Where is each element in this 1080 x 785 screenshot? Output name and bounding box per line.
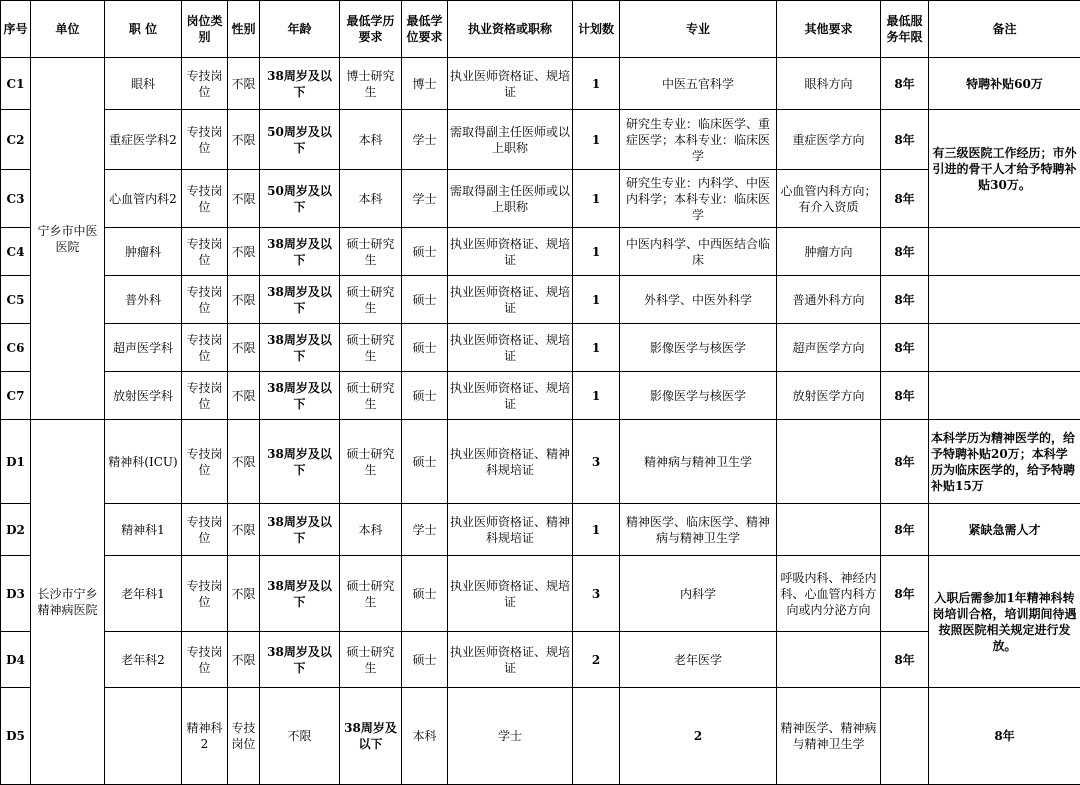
cell-major: 精神病与精神卫生学: [620, 420, 777, 504]
cell-count: 1: [573, 58, 620, 110]
cell-other: [777, 632, 881, 688]
cell-qualification: 执业医师资格证、规培证: [448, 58, 573, 110]
cell-count: 3: [573, 556, 620, 632]
cell-years: 8年: [881, 276, 929, 324]
cell-age: 38周岁及以下: [340, 688, 402, 785]
header-id: 序号: [1, 1, 31, 58]
cell-age: 38周岁及以下: [260, 556, 340, 632]
cell-age: 38周岁及以下: [260, 276, 340, 324]
table-row: [1, 420, 1080, 504]
cell-education: 硕士研究生: [340, 324, 402, 372]
cell-id: C5: [1, 276, 31, 324]
cell-remark: 本科学历为精神医学的，给予特聘补贴20万；本科学历为临床医学的，给予特聘补贴15万: [929, 420, 1080, 504]
cell-age: 50周岁及以下: [260, 170, 340, 228]
cell-age: 38周岁及以下: [260, 58, 340, 110]
cell-degree: 硕士: [402, 276, 448, 324]
cell-qualification: 需取得副主任医师或以上职称: [448, 170, 573, 228]
header-row: [1, 1, 1080, 58]
cell-other: 肿瘤方向: [777, 228, 881, 276]
cell-degree: 学士: [402, 170, 448, 228]
cell-count: 1: [573, 170, 620, 228]
cell-other: [777, 420, 881, 504]
cell-id: D3: [1, 556, 31, 632]
cell-major: 外科学、中医外科学: [620, 276, 777, 324]
cell-years: 8年: [881, 372, 929, 420]
cell-years: 8年: [881, 170, 929, 228]
cell-remark: [929, 276, 1080, 324]
header-degree: 最低学位要求: [402, 1, 448, 58]
cell-degree: 博士: [402, 58, 448, 110]
cell-qualification: 执业医师资格证、规培证: [448, 556, 573, 632]
header-age: 年龄: [260, 1, 340, 58]
header-remark: 备注: [929, 1, 1080, 58]
cell-major: 中医五官科学: [620, 58, 777, 110]
cell-other: [777, 504, 881, 556]
cell-other: 放射医学方向: [777, 372, 881, 420]
table-row: [1, 170, 1080, 228]
cell-count: 1: [573, 372, 620, 420]
cell-degree: 硕士: [402, 556, 448, 632]
cell-count: 1: [573, 276, 620, 324]
cell-education: 硕士研究生: [340, 632, 402, 688]
cell-years: 8年: [929, 688, 1080, 785]
cell-count: 1: [573, 504, 620, 556]
cell-education: 硕士研究生: [340, 372, 402, 420]
cell-type: 专技岗位: [182, 110, 228, 170]
cell-position: 放射医学科: [105, 372, 182, 420]
cell-other: 心血管内科方向；有介入资质: [777, 170, 881, 228]
cell-type: 专技岗位: [182, 324, 228, 372]
table-row: [1, 110, 1080, 170]
cell-count: 2: [573, 632, 620, 688]
header-gender: 性别: [228, 1, 260, 58]
cell-gender: 不限: [228, 228, 260, 276]
table-row: [1, 372, 1080, 420]
cell-position: 超声医学科: [105, 324, 182, 372]
cell-other: 眼科方向: [777, 58, 881, 110]
cell-age: 38周岁及以下: [260, 420, 340, 504]
cell-age: 38周岁及以下: [260, 228, 340, 276]
cell-degree: 学士: [402, 110, 448, 170]
cell-years: 8年: [881, 58, 929, 110]
cell-other: 普通外科方向: [777, 276, 881, 324]
cell-major: 研究生专业：内科学、中医内科学；本科专业：临床医学: [620, 170, 777, 228]
cell-count: 1: [573, 324, 620, 372]
table-row: [1, 276, 1080, 324]
cell-position: 精神科(ICU): [105, 420, 182, 504]
cell-gender: 不限: [228, 556, 260, 632]
cell-education: 硕士研究生: [340, 276, 402, 324]
cell-unit: 宁乡市中医医院: [31, 58, 105, 420]
cell-remark: 有三级医院工作经历；市外引进的骨干人才给予特聘补贴30万。: [929, 110, 1080, 228]
cell-gender: 不限: [228, 504, 260, 556]
header-major: 专业: [620, 1, 777, 58]
header-qualification: 执业资格或职称: [448, 1, 573, 58]
cell-qualification: 执业医师资格证、规培证: [448, 632, 573, 688]
cell-education: 硕士研究生: [340, 556, 402, 632]
cell-major: 精神医学、临床医学、精神病与精神卫生学: [620, 504, 777, 556]
cell-remark: 入职后需参加1年精神科转岗培训合格，培训期间待遇按照医院相关规定进行发放。: [929, 556, 1080, 688]
cell-position: 老年科2: [105, 632, 182, 688]
cell-remark: [929, 228, 1080, 276]
cell-education: 本科: [340, 110, 402, 170]
cell-id: D1: [1, 420, 31, 504]
cell-qualification: 执业医师资格证、规培证: [448, 276, 573, 324]
cell-id: C4: [1, 228, 31, 276]
cell-major: 内科学: [620, 556, 777, 632]
cell-degree: 学士: [448, 688, 573, 785]
cell-age: 50周岁及以下: [260, 110, 340, 170]
cell-years: 8年: [881, 420, 929, 504]
cell-type: 专技岗位: [182, 504, 228, 556]
cell-remark: 特聘补贴60万: [929, 58, 1080, 110]
cell-count: 2: [620, 688, 777, 785]
cell-years: 8年: [881, 556, 929, 632]
cell-position: 老年科1: [105, 556, 182, 632]
cell-gender: 不限: [228, 632, 260, 688]
cell-education: 本科: [402, 688, 448, 785]
cell-degree: 硕士: [402, 372, 448, 420]
cell-id: C1: [1, 58, 31, 110]
cell-remark: [929, 372, 1080, 420]
cell-id: D2: [1, 504, 31, 556]
cell-count: 1: [573, 110, 620, 170]
cell-age: 38周岁及以下: [260, 324, 340, 372]
cell-qualification: 需取得副主任医师或以上职称: [448, 110, 573, 170]
cell-position: 肿瘤科: [105, 228, 182, 276]
cell-degree: 学士: [402, 504, 448, 556]
cell-gender: 不限: [260, 688, 340, 785]
cell-id: D4: [1, 632, 31, 688]
cell-gender: 不限: [228, 420, 260, 504]
table-row: [1, 556, 1080, 632]
cell-remark: [929, 324, 1080, 372]
cell-qualification: [573, 688, 620, 785]
cell-position: 眼科: [105, 58, 182, 110]
cell-qualification: 执业医师资格证、规培证: [448, 324, 573, 372]
cell-education: 博士研究生: [340, 58, 402, 110]
table-row: [1, 504, 1080, 556]
header-position: 职 位: [105, 1, 182, 58]
table-row: [1, 688, 1080, 785]
cell-type: 专技岗位: [182, 228, 228, 276]
cell-type: 专技岗位: [182, 372, 228, 420]
cell-degree: 硕士: [402, 324, 448, 372]
cell-years: 8年: [881, 632, 929, 688]
cell-years: 8年: [881, 228, 929, 276]
cell-education: 本科: [340, 170, 402, 228]
cell-other: 重症医学方向: [777, 110, 881, 170]
cell-age: 38周岁及以下: [260, 504, 340, 556]
cell-gender: 不限: [228, 170, 260, 228]
cell-position: 重症医学科2: [105, 110, 182, 170]
cell-major: 中医内科学、中西医结合临床: [620, 228, 777, 276]
header-other: 其他要求: [777, 1, 881, 58]
cell-qualification: 执业医师资格证、精神科规培证: [448, 504, 573, 556]
cell-position: 精神科1: [105, 504, 182, 556]
header-count: 计划数: [573, 1, 620, 58]
cell-type: 专技岗位: [182, 420, 228, 504]
cell-id: C3: [1, 170, 31, 228]
cell-degree: 硕士: [402, 420, 448, 504]
cell-type: 专技岗位: [182, 556, 228, 632]
cell-other: [881, 688, 929, 785]
cell-years: 8年: [881, 324, 929, 372]
cell-years: 8年: [881, 504, 929, 556]
cell-major: 影像医学与核医学: [620, 324, 777, 372]
cell-degree: 硕士: [402, 632, 448, 688]
cell-type: 专技岗位: [182, 170, 228, 228]
cell-other: 呼吸内科、神经内科、心血管内科方向或内分泌方向: [777, 556, 881, 632]
cell-gender: 不限: [228, 58, 260, 110]
cell-major: 影像医学与核医学: [620, 372, 777, 420]
cell-gender: 不限: [228, 324, 260, 372]
cell-education: 硕士研究生: [340, 420, 402, 504]
header-education: 最低学历要求: [340, 1, 402, 58]
cell-id: D5: [1, 688, 31, 785]
cell-other: 超声医学方向: [777, 324, 881, 372]
header-type: 岗位类别: [182, 1, 228, 58]
table-row: [1, 228, 1080, 276]
cell-unit: 长沙市宁乡精神病医院: [31, 420, 105, 785]
cell-type: 专技岗位: [182, 58, 228, 110]
cell-id: C6: [1, 324, 31, 372]
cell-count: 3: [573, 420, 620, 504]
cell-education: 硕士研究生: [340, 228, 402, 276]
cell-age: 38周岁及以下: [260, 372, 340, 420]
cell-remark: 紧缺急需人才: [929, 504, 1080, 556]
cell-position: 普外科: [105, 276, 182, 324]
cell-gender: 不限: [228, 276, 260, 324]
cell-qualification: 执业医师资格证、规培证: [448, 372, 573, 420]
cell-major: 精神医学、精神病与精神卫生学: [777, 688, 881, 785]
header-years: 最低服务年限: [881, 1, 929, 58]
cell-id: C2: [1, 110, 31, 170]
cell-age: 38周岁及以下: [260, 632, 340, 688]
cell-position: 精神科2: [182, 688, 228, 785]
cell-major: 研究生专业：临床医学、重症医学；本科专业：临床医学: [620, 110, 777, 170]
cell-qualification: 执业医师资格证、规培证: [448, 228, 573, 276]
cell-type: 专技岗位: [182, 632, 228, 688]
table-row: [1, 58, 1080, 110]
cell-major: 老年医学: [620, 632, 777, 688]
cell-gender: 不限: [228, 110, 260, 170]
table-row: [1, 632, 1080, 688]
cell-gender: 不限: [228, 372, 260, 420]
cell-type: 专技岗位: [182, 276, 228, 324]
cell-degree: 硕士: [402, 228, 448, 276]
cell-years: 8年: [881, 110, 929, 170]
cell-id: C7: [1, 372, 31, 420]
cell-education: 本科: [340, 504, 402, 556]
cell-position: 心血管内科2: [105, 170, 182, 228]
cell-count: 1: [573, 228, 620, 276]
cell-type: 专技岗位: [228, 688, 260, 785]
cell-unit-empty: [105, 688, 182, 785]
table-row: [1, 324, 1080, 372]
cell-qualification: 执业医师资格证、精神科规培证: [448, 420, 573, 504]
header-unit: 单位: [31, 1, 105, 58]
